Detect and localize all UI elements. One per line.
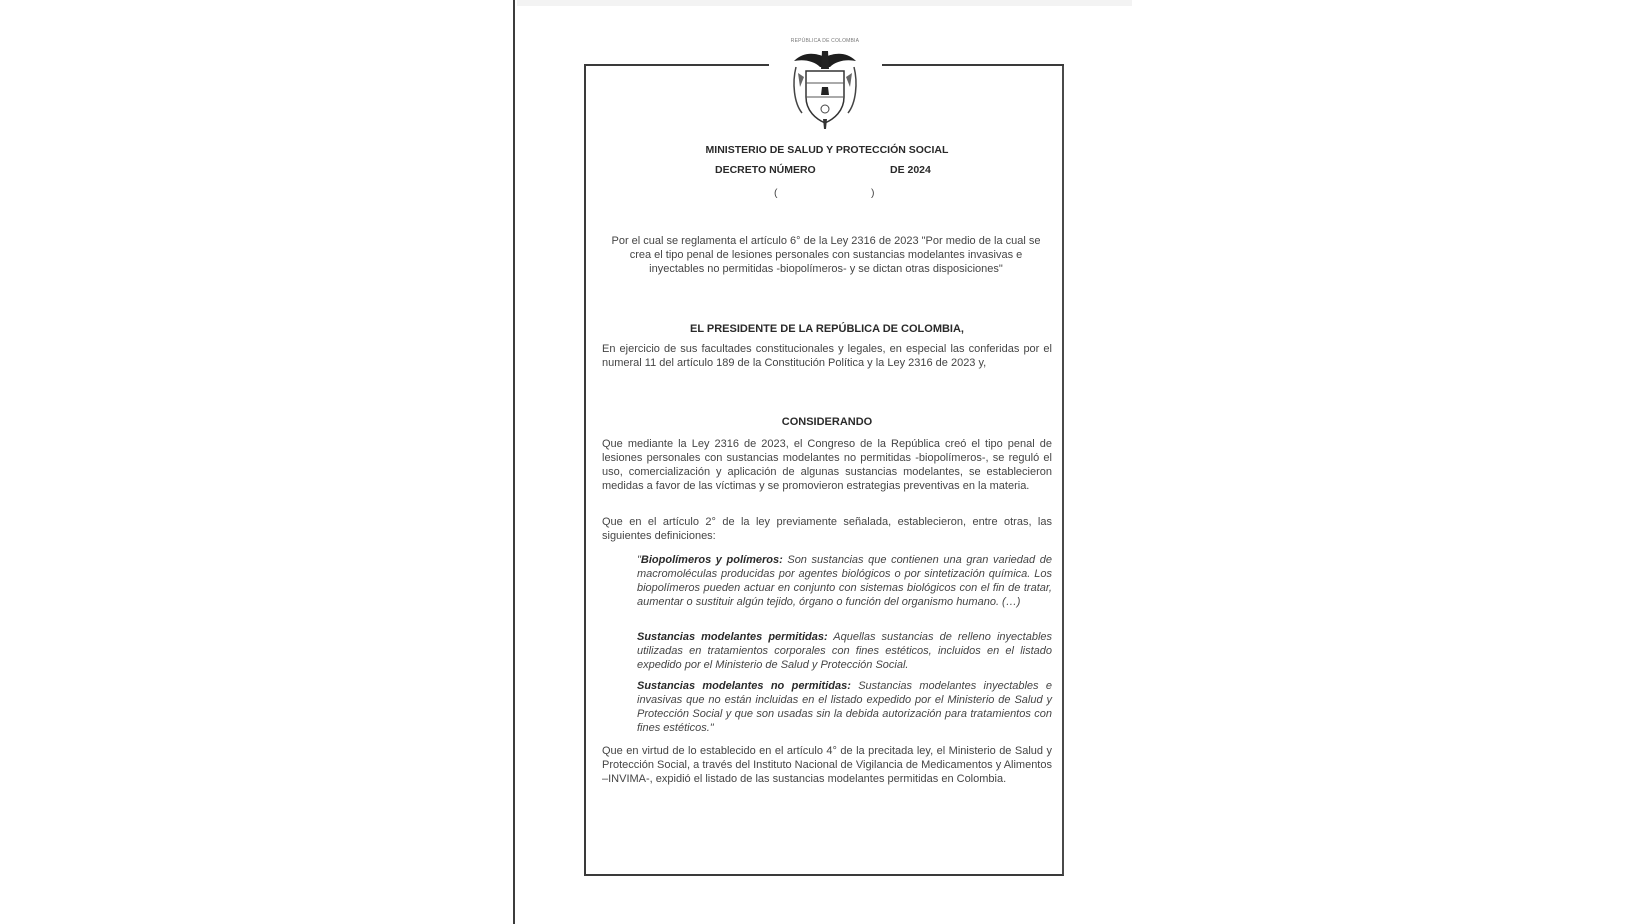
coat-of-arms-icon — [786, 47, 864, 129]
ministry-heading: MINISTERIO DE SALUD Y PROTECCIÓN SOCIAL — [705, 144, 949, 156]
decree-year: DE 2024 — [890, 164, 931, 176]
definition-permitidas — [637, 630, 1052, 672]
frame-top-border-left — [584, 64, 769, 66]
definition-no-permitidas — [637, 679, 1052, 735]
definition-biopolimeros — [637, 553, 1052, 609]
close-paren: ) — [871, 187, 875, 199]
definition-term: Sustancias modelantes permitidas: — [637, 631, 828, 643]
open-paren: ( — [774, 187, 778, 199]
definition-text: Sustancias modelantes inyectables e invasivas que no están incluidas en el listado expedido por el Ministerio de Salud y Protección Social y que son usadas sin la debida autorización para tratamientos con fines estéticos." — [637, 680, 1052, 734]
frame-top-border-right — [882, 64, 1064, 66]
definition-term: Sustancias modelantes no permitidas: — [637, 680, 851, 692]
considerando-heading: CONSIDERANDO — [781, 416, 873, 428]
considerando-paragraph-1: Que mediante la Ley 2316 de 2023, el Congreso de la República creó el tipo penal de lesiones personales con sustancias modelantes no permitidas -biopolímeros-, se reguló el uso, comercialización y aplicación de algunas sustancias modelantes, se establecieron medidas a favor de las víctimas y se promovieron estrategias preventivas en la materia. — [602, 438, 1052, 492]
considerando-paragraph-2: Que en el artículo 2° de la ley previamente señalada, establecieron, entre otras, las siguientes definiciones: — [602, 516, 1052, 542]
viewer-divider — [513, 0, 515, 924]
decree-epigraph: Por el cual se reglamenta el artículo 6° de la Ley 2316 de 2023 "Por medio de la cual se crea el tipo penal de lesiones personales con sustancias modelantes invasivas e inyectables no permitidas -biopolímeros- y se dictan otras disposiciones" — [611, 235, 1041, 275]
crest-caption: REPÚBLICA DE COLOMBIA — [790, 38, 860, 44]
page-top-strip — [517, 0, 1132, 6]
definition-text: Son sustancias que contienen una gran variedad de macromoléculas producidas por agentes biológicos o por sintetización química. Los biopolímeros pueden actuar en conjunto con sistemas biológicos con el fin de tratar, aumentar o sustituir algún tejido, órgano o función del organismo humano. (…) — [637, 554, 1052, 608]
quote-open: " — [637, 554, 641, 566]
definition-term: Biopolímeros y polímeros: — [640, 554, 783, 566]
considerando-paragraph-3: Que en virtud de lo establecido en el artículo 4° de la precitada ley, el Ministerio de Salud y Protección Social, a través del Instituto Nacional de Vigilancia de Medicamentos y Alimentos –INVIMA-, expidió el listado de las sustancias modelantes permitidas en Colombia. — [602, 745, 1052, 785]
president-heading: EL PRESIDENTE DE LA REPÚBLICA DE COLOMBIA, — [689, 323, 964, 335]
decree-number-label: DECRETO NÚMERO — [715, 164, 816, 176]
powers-paragraph: En ejercicio de sus facultades constitucionales y legales, en especial las conferidas por el numeral 11 del artículo 189 de la Constitución Política y la Ley 2316 de 2023 y, — [602, 343, 1052, 369]
definition-text: Aquellas sustancias de relleno inyectables utilizadas en tratamientos corporales con fines estéticos, incluidos en el listado expedido por el Ministerio de Salud y Protección Social. — [637, 631, 1053, 671]
